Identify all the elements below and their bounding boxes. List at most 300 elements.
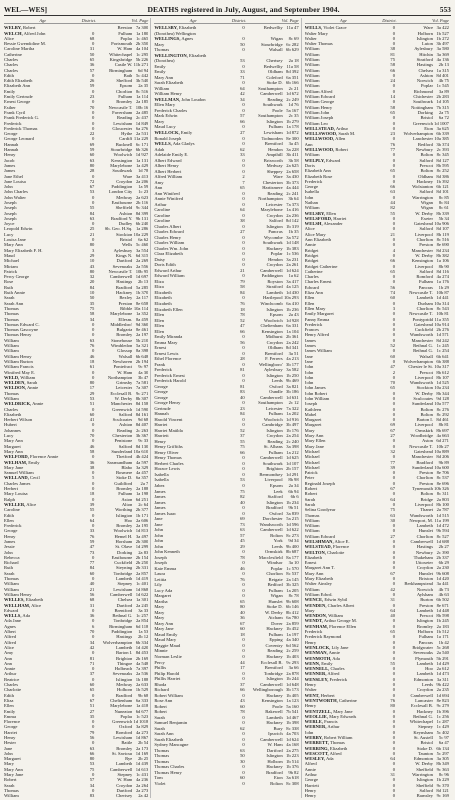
entry-age: 0 (92, 772, 95, 778)
entry-name: WELLHAM, Alice (4, 602, 42, 608)
entry-age: 0 (242, 345, 245, 351)
entry-district: Southwark (262, 102, 283, 108)
entry-district: Chorlton (266, 571, 283, 577)
entry-ref: 8e 706 (436, 470, 449, 476)
entry-name: Elizabeth (154, 295, 172, 301)
entry-name: George Henry (154, 400, 181, 406)
entry-age: 23 (390, 131, 395, 137)
entry-ref: 1d 688 (436, 539, 449, 544)
entry-age: 0 (242, 422, 245, 428)
entry-name: Isabella (154, 471, 169, 477)
entry-ref: 2a 230 (436, 565, 449, 571)
entry-ref: 8b 598 (436, 613, 449, 619)
entry-name: Emma (4, 713, 16, 719)
entry-ref: 9c 344 (135, 205, 149, 211)
entry-district: Croydon (266, 212, 283, 218)
entry-age: 60 (240, 775, 245, 781)
entry-name: WENNER, Alfred (304, 671, 340, 677)
entry-name: Ellen (154, 312, 165, 318)
entry-ref: 1d 622 (286, 527, 299, 533)
entry-age: 60 (89, 682, 95, 688)
entry-age: 21 (390, 231, 395, 237)
entry-name: Ronald Joseph (154, 135, 182, 141)
entry-age: 69 (390, 422, 395, 428)
entry-age: 39 (390, 464, 395, 470)
entry-name: John (304, 380, 314, 386)
entry-district: Lambeth (116, 576, 133, 582)
entry-name: Ruth (4, 565, 13, 571)
entry-age: 0 (392, 539, 395, 544)
entry-ref: 8d 461 (436, 417, 449, 423)
entry-name: Ernest (304, 560, 317, 566)
entry-age: 0 (242, 212, 245, 218)
entry-age: 0 (392, 337, 395, 343)
entry-ref: 10a 317 (434, 364, 449, 370)
entry-age: 0 (92, 125, 95, 131)
entry-district: Prescot (419, 369, 433, 375)
entry-district: Newbury (415, 549, 433, 555)
entry-age: 82 (240, 494, 245, 500)
entry-district: Lewisham (113, 734, 133, 740)
entry-age: 52 (240, 317, 245, 323)
entry-name: Thomas (4, 311, 19, 317)
entry-ref: 7a 581 (135, 380, 149, 386)
entry-ref: 8c 85 (438, 194, 449, 200)
entry-age: 63 (240, 527, 245, 533)
entry-name: Hester (4, 740, 16, 746)
entry-age: 24 (390, 78, 395, 84)
entry-district: Battle (121, 740, 133, 746)
entry-ref: 6d 251 (135, 496, 149, 502)
entry-district: Gateshead (413, 221, 433, 227)
entry-age: 84 (240, 289, 245, 295)
entry-name: Rose Ann (154, 698, 173, 704)
entry-district: Eton (424, 125, 433, 131)
entry-ref: 2a 83 (138, 549, 149, 555)
entry-district: Preston (419, 602, 433, 608)
entry-district: W. Ham (117, 777, 133, 783)
entry-ref: 2c 12 (288, 400, 299, 406)
entry-district: Poole (272, 703, 283, 709)
entry-name: Frances (304, 327, 319, 333)
entry-age: 0 (392, 327, 395, 333)
entry-district: Manchester (411, 247, 433, 253)
entry-ref: 2a 235 (436, 687, 449, 693)
entry-ref: 2a 173 (135, 745, 149, 751)
entry-ref: 8c 69 (288, 36, 299, 42)
entry-name: Elizabeth Ann (4, 83, 31, 89)
entry-district: Tynemouth (412, 486, 433, 492)
entry-ref: 1d 473 (436, 671, 449, 677)
entry-district: Ware (122, 173, 133, 179)
entry-age: 29 (89, 390, 95, 396)
entry-district: Bedford (267, 582, 283, 588)
entry-district: Bromley (116, 99, 133, 105)
entry-name: Phillis Harriet (154, 676, 181, 682)
entry-ref: 4a 213 (286, 356, 299, 362)
entry-name: James Isaac (154, 510, 177, 516)
entry-ref: 1d 439 (135, 761, 149, 767)
entry-name: Jane Louisa (4, 178, 26, 184)
entry-age: 65 (390, 168, 395, 174)
entry-age: 37 (240, 681, 245, 687)
entry-ref: 1d 849 (135, 120, 149, 126)
entry-ref: 3a 45 (288, 141, 299, 147)
entry-age: 60 (89, 411, 95, 417)
entry-name: Ann (154, 185, 163, 191)
entry-ref: 2b 377 (135, 507, 149, 513)
entry-age: 26 (89, 78, 95, 84)
entry-district: Hackney (416, 708, 433, 714)
entry-district: Cuckfield (114, 560, 133, 566)
entry-district: Midhurst (265, 334, 283, 340)
entry-age: 21 (89, 586, 95, 592)
entry-age: 0 (392, 655, 395, 661)
entry-name: Jane (304, 358, 313, 364)
entry-district: Marylebone (260, 207, 283, 213)
entry-age: 0 (242, 549, 245, 555)
entry-ref: 7a 322 (286, 405, 299, 411)
entry-ref: 8b 612 (436, 369, 449, 375)
entry-district: Stoke D. (116, 475, 133, 481)
entry-ref: 8b 98 (288, 477, 299, 483)
entry-name: Daisy (154, 256, 166, 262)
entry-name: Ellen Mary (154, 102, 176, 108)
entry-name: Emily Margaret (304, 311, 334, 317)
entry-ref: 1d 697 (135, 274, 149, 280)
entry-name: Harriet (154, 422, 168, 428)
entry-age: 0 (242, 102, 245, 108)
entry-ref: 3b 173 (286, 687, 299, 693)
entry-district: Fulham (118, 491, 133, 497)
entry-district: Hoo (425, 666, 433, 672)
entry-ref: 8c 345 (436, 152, 449, 158)
entry-ref: 6b 29 (438, 560, 449, 566)
entry-ref: 10a 293 (283, 295, 299, 301)
entry-district: Romford (416, 274, 433, 280)
entry-ref: 1b 396 (436, 708, 449, 714)
entry-age: 5 (92, 475, 95, 481)
entry-name: James (4, 162, 16, 168)
entry-name: John (304, 369, 314, 375)
entry-name: Walter Mary (304, 30, 328, 36)
entry-ref: 8d 453 (135, 650, 149, 656)
entry-district: Hartismere (262, 185, 283, 191)
entry-ref: 4a 457 (135, 470, 149, 476)
entry-age: 0 (392, 35, 395, 41)
entry-age: 0 (92, 634, 95, 640)
entry-age: 61 (89, 364, 95, 370)
entry-ref: 4a 340 (286, 637, 299, 643)
entry-name: John (154, 532, 164, 538)
entry-name: WELLINGS, Agnes (154, 36, 194, 42)
entry-ref: 6a 780 (286, 615, 299, 621)
entry-age: 32 (89, 274, 95, 280)
entry-district: Croydon (116, 782, 133, 788)
entry-district: Bristol (119, 237, 133, 243)
entry-age: 0 (92, 470, 95, 476)
entry-ref: 2a 75 (438, 109, 449, 115)
entry-district: Castle W. (114, 62, 133, 68)
entry-age: 0 (242, 334, 245, 340)
entry-age: 0 (392, 581, 395, 587)
entry-name: Charles Wm. John (154, 245, 189, 251)
entry-name: Arthur (304, 772, 317, 778)
entry-age: 75 (240, 488, 245, 494)
entry-district: Fulham (268, 411, 283, 417)
entry-name: Harriet Matilda (154, 427, 183, 433)
entry-name: Bessie Gwendoline M. (4, 41, 46, 47)
entry-name: Frederick (154, 367, 172, 373)
entry-ref: 10b 27 (436, 443, 449, 449)
column-header-district: District. (81, 18, 97, 23)
entry-ref: 2c 249 (286, 96, 299, 102)
entry-name: John Charles (4, 189, 28, 195)
entry-name: Thomas (4, 390, 19, 396)
entry-district: Southwark (262, 460, 283, 466)
entry-district: Middlesbro' (110, 321, 133, 327)
entry-name: Arthur (154, 201, 167, 207)
entry-district: Southampton (258, 85, 283, 91)
entry-age: 0 (92, 136, 95, 142)
entry-district: Sevenoaks (112, 263, 133, 269)
entry-age: 0 (92, 237, 95, 243)
entry-age: 75 (390, 507, 395, 513)
entry-name: William (304, 62, 320, 68)
entry-age: 70 (89, 629, 95, 635)
entry-age: 0 (392, 634, 395, 640)
entry-age: 0 (242, 378, 245, 384)
entry-age: 50 (89, 295, 95, 301)
entry-age: 70 (390, 380, 395, 386)
entry-age: 0 (92, 692, 95, 698)
entry-ref: 6a 351 (286, 74, 299, 80)
entry-ref: 3a 89 (438, 88, 449, 94)
entry-district: Bromley (116, 745, 133, 751)
entry-district: Norwich (416, 586, 433, 592)
entry-ref: 8c 252 (436, 168, 449, 174)
entry-name: Edith (4, 512, 14, 518)
entry-district: W. Ham (117, 46, 133, 52)
entry-name: Charles James (4, 480, 31, 486)
entry-district: Preston (419, 470, 433, 476)
entry-ref: 8e 690 (436, 242, 449, 248)
entry-name: George (154, 389, 168, 395)
entry-age: 67 (240, 620, 245, 626)
entry-ref: 7a 373 (286, 201, 299, 207)
entry-age: 0 (242, 196, 245, 202)
entry-name: Richard (4, 560, 19, 566)
entry-age: 68 (89, 597, 95, 603)
entry-district: Saxmundham (107, 459, 133, 465)
entry-ref: 3a 228 (286, 146, 299, 152)
entry-age: 0 (392, 501, 395, 507)
entry-age: 0 (392, 734, 395, 740)
entry-ref: 2a 197 (135, 332, 149, 338)
entry-age: 0 (392, 136, 395, 142)
entry-age: 27 (240, 130, 245, 135)
entry-ref: 3a 497 (135, 533, 149, 539)
entry-district: Bradford (416, 459, 433, 465)
entry-ref: 3b 367 (135, 433, 149, 439)
entry-name: John Kenneth (154, 549, 180, 555)
entry-ref: 5a 215 (286, 516, 299, 522)
entry-age: 0 (392, 178, 395, 184)
entry-name: William Henry (4, 591, 32, 597)
entry-ref: 6b 94 (288, 488, 299, 494)
header-range: WEL—WES] (4, 6, 48, 14)
entry-ref: 1d 420 (436, 576, 449, 582)
entry-ref: 4a 104 (135, 46, 149, 52)
entry-name: Thomas (304, 512, 320, 518)
entry-ref: 1b 272 (436, 35, 449, 41)
entry-name: Frederick (304, 629, 323, 635)
entry-age: 0 (92, 650, 95, 656)
entry-district: Greenwich (112, 406, 133, 412)
entry-ref: 2a 556 (135, 263, 149, 269)
entry-name: WELSHMAN, Alice E. (304, 539, 350, 544)
entry-district: Hunslet (418, 528, 433, 534)
entry-name: Mary (154, 609, 165, 615)
entry-name: George (4, 528, 18, 534)
entry-district: Lambeth (416, 671, 433, 677)
entry-age: 55 (89, 507, 95, 513)
entry-ref: 2a 269 (135, 258, 149, 264)
entry-age: 0 (392, 279, 395, 285)
entry-age: 27 (89, 708, 95, 714)
column-header (305, 18, 449, 24)
entry-ref: 1a 123 (286, 698, 299, 704)
entry-ref: 1a 352 (135, 311, 149, 317)
column-header-age: Age (340, 18, 347, 23)
entry-district: Newcastle T. (409, 443, 433, 449)
entry-name: WELPLY, Edward (304, 157, 341, 163)
entry-age: 71 (89, 660, 95, 666)
entry-age: 0 (392, 30, 395, 36)
entry-name: Annie (304, 242, 316, 248)
entry-ref: 1b 403 (286, 653, 299, 659)
entry-name: WENN, Emily (304, 660, 333, 666)
entry-district: Hackney (266, 653, 283, 659)
entry-district: Hackney (266, 764, 283, 770)
entry-age: 0 (392, 639, 395, 645)
entry-age: 0 (242, 460, 245, 466)
entry-ref: 8a 177 (286, 554, 299, 560)
entry-name: Alfred (304, 761, 317, 767)
entry-age: 79 (89, 729, 95, 735)
entry-name: Louisa Jane (4, 237, 26, 243)
entry-ref: 5b 226 (135, 56, 149, 62)
entry-age: 0 (392, 221, 395, 227)
column-header-age: Age (189, 18, 197, 23)
entry-name: Ellen (154, 317, 165, 323)
entry-name: Ann (4, 660, 12, 666)
entry-district: Brentford (264, 141, 283, 147)
entry-name: Miriam (4, 263, 18, 269)
entry-age: 73 (240, 521, 245, 527)
entry-district: Salford (118, 443, 133, 449)
entry-age: 43 (240, 698, 245, 704)
entry-name: Ernest Lewis (154, 350, 179, 356)
entry-ref: 10b 87 (436, 290, 449, 296)
header-rule (4, 15, 451, 16)
entry-name: Thomas (4, 576, 19, 582)
entry-ref: 1d 916 (286, 416, 299, 422)
entry-age: 0 (392, 443, 395, 449)
entry-ref: 1b 176 (286, 427, 299, 433)
entry-ref: 8b 307 (135, 395, 149, 401)
entry-age: 41 (89, 417, 95, 423)
entry-district: Fulham (268, 587, 283, 593)
entry-district: W. Ham (267, 742, 283, 748)
entry-name: Samuel Benjamin (154, 720, 188, 726)
entry-name: Reginald Joseph (304, 480, 335, 486)
entry-ref: 1a 301 (135, 597, 149, 603)
entry-name: Thomas (154, 47, 170, 53)
entry-name: WESLEY, Ada (304, 756, 334, 762)
entry-age: 0 (392, 274, 395, 280)
entry-district: Sunderland (412, 401, 433, 407)
entry-district: Stockton (416, 385, 433, 391)
entry-age: 0 (92, 454, 95, 460)
entry-ref: 9b 608 (436, 570, 449, 576)
entry-age: 0 (242, 510, 245, 516)
entry-district: Hastings (416, 62, 433, 68)
entry-district: Kensington (111, 157, 133, 163)
entry-name: Patrick (4, 268, 18, 274)
entry-ref: 3a 413 (135, 173, 149, 179)
entry-name: WELDRICK, Annie (4, 401, 44, 407)
entry-age: 28 (240, 356, 245, 362)
entry-age: 0 (242, 769, 245, 775)
entry-name: William George (304, 99, 335, 105)
entry-district: Stoke D. (416, 745, 433, 751)
entry-name: John (304, 374, 314, 380)
entry-district: Camberwell (260, 267, 283, 273)
entry-age: 67 (390, 570, 395, 576)
entry-district: Reading (117, 427, 133, 433)
entry-ref: 1d 624 (286, 267, 299, 273)
entry-name: Charles (4, 56, 19, 62)
entry-name: Elizabeth (154, 289, 172, 295)
entry-name: George Leonard (4, 136, 34, 142)
entry-ref: 8c 527 (436, 533, 449, 539)
entry-district: Southwark (112, 168, 133, 174)
entry-name: William Edward (304, 533, 335, 539)
entry-district: Camberwell (260, 455, 283, 461)
entry-district: Fulham (418, 279, 433, 285)
entry-age: 47 (89, 544, 95, 550)
entry-district: Stoke D. (266, 80, 283, 86)
entry-ref: 4a 136 (436, 56, 449, 62)
entry-ref: 8c 543 (436, 305, 449, 311)
entry-ref: 1d 872 (286, 130, 299, 135)
entry-ref: 3b 177 (286, 361, 299, 367)
entry-name: Thomas (4, 787, 19, 793)
entry-name: Elizabeth Rose (304, 173, 333, 179)
entry-district: Dover (271, 620, 283, 626)
entry-ref: 2b 331 (135, 565, 149, 571)
entry-name: Robert William (154, 692, 183, 698)
entry-age: 0 (242, 593, 245, 599)
entry-name: Michael (304, 454, 320, 460)
entry-district: Dartford (266, 747, 283, 753)
entry-age: 0 (392, 72, 395, 78)
entry-name: Alfred (4, 634, 16, 640)
entry-district: Camberwell (109, 766, 133, 772)
entry-district: Sheffield (115, 205, 133, 211)
entry-district: Hendon (268, 256, 283, 262)
